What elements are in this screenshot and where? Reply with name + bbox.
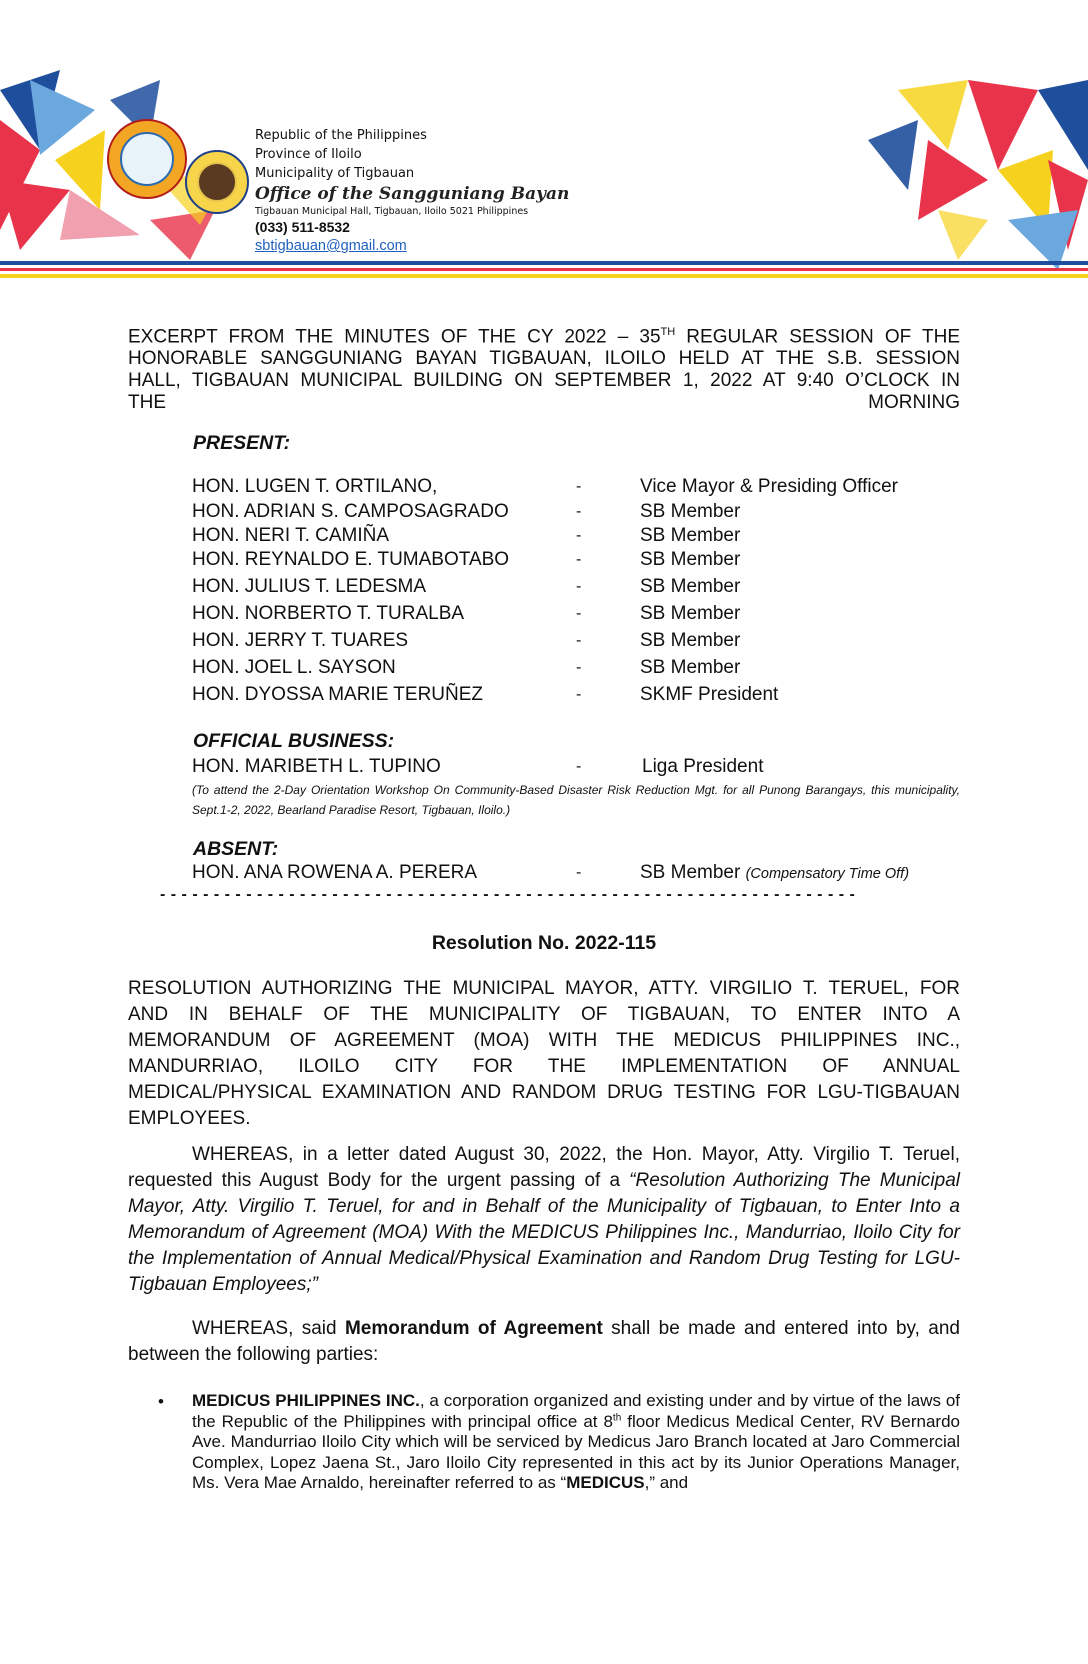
section-separator: - - - - - - - - - - - - - - - - - - - - - - - - - - - - - - - - - - - - - - - - - - - - - - - - - - - - - - - - - - - - - - - - - (160, 886, 856, 903)
attendee-name: HON. REYNALDO E. TUMABOTABO (192, 549, 510, 570)
resolution-number: Resolution No. 2022-115 (431, 932, 657, 954)
attendee-dash: - (576, 605, 582, 622)
absent-note: (Compensatory Time Off) (745, 866, 910, 882)
attendee-role: SB Member (640, 576, 741, 597)
letterhead-address: Tigbauan Municipal Hall, Tigbauan, Iloilo 5021 Philippines (255, 206, 529, 217)
attendee-name: HON. JOEL L. SAYSON (192, 657, 396, 678)
official-business-name: HON. MARIBETH L. TUPINO (192, 756, 441, 777)
attendee-dash: - (576, 551, 582, 568)
attendee-dash: - (576, 527, 582, 544)
attendee-name: HON. JERRY T. TUARES (192, 630, 409, 651)
letterhead-province: Province of Iloilo (255, 147, 362, 162)
letterhead-email-link[interactable]: sbtigbauan@gmail.com (255, 238, 407, 254)
attendee-name: HON. NERI T. CAMIÑA (192, 525, 390, 546)
header-stripe-red (0, 268, 1088, 271)
letterhead-decoration-right (838, 80, 1088, 270)
attendee-dash: - (576, 478, 582, 495)
attendee-name: HON. DYOSSA MARIE TERUÑEZ (192, 684, 484, 705)
attendee-name: HON. LUGEN T. ORTILANO, (192, 476, 438, 497)
sangguniang-bayan-seal-logo (185, 150, 249, 214)
attendee-role: SB Member (640, 603, 741, 624)
attendee-role: SB Member (640, 525, 741, 546)
letterhead-municipality: Municipality of Tigbauan (255, 166, 415, 181)
whereas-paragraph-2: WHEREAS, said Memorandum of Agreement shall be made and entered into by, and between the following parties: (128, 1318, 960, 1365)
attendee-dash: - (576, 578, 582, 595)
attendee-role: SKMF President (640, 684, 779, 705)
attendee-dash: - (576, 632, 582, 649)
absent-role: SB Member (Compensatory Time Off) (640, 862, 910, 883)
party-medicus-paragraph: MEDICUS PHILIPPINES INC., a corporation organized and existing under and by virtue of the laws of the Republic of the Philippines with principal office at 8th floor Medicus Medical Center, RV Bernardo Ave. Mandurriao Iloilo City which will be serviced by Medicus Jaro Branch located at Jaro Commercial Complex, Lopez Jaena St., Jaro Iloilo City represented in this act by its Junior Operations Manager, Ms. Vera Mae Arnaldo, hereinafter referred to as “MEDICUS,” and (192, 1391, 961, 1492)
attendee-dash: - (576, 503, 582, 520)
letterhead-phone: (033) 511-8532 (255, 219, 350, 235)
header-stripe-yellow (0, 274, 1088, 278)
header-stripe-blue (0, 261, 1088, 265)
letterhead-office: Office of the Sangguniang Bayan (255, 184, 570, 204)
attendee-dash: - (576, 686, 582, 703)
present-label: PRESENT: (193, 432, 291, 454)
absent-name: HON. ANA ROWENA A. PERERA (192, 862, 478, 883)
letterhead-country: Republic of the Philippines (255, 128, 427, 143)
absent-label: ABSENT: (193, 838, 279, 860)
official-business-role: Liga President (642, 756, 764, 777)
attendee-role: SB Member (640, 630, 741, 651)
official-business-note: (To attend the 2-Day Orientation Workshop On Community-Based Disaster Risk Reduction Mgt. for all Punong Barangays, this municipality, Sept.1-2, 2022, Bearland Paradise Resort, Tigbauan, Iloilo.) (192, 783, 960, 817)
municipality-seal-logo (107, 119, 187, 199)
attendee-role: SB Member (640, 549, 741, 570)
attendee-role: Vice Mayor & Presiding Officer (640, 476, 899, 497)
attendee-name: HON. NORBERTO T. TURALBA (192, 603, 465, 624)
official-business-dash: - (576, 758, 582, 775)
excerpt-heading: EXCERPT FROM THE MINUTES OF THE CY 2022 – 35TH REGULAR SESSION OF THE HONORABLE SANGGUNIANG BAYAN TIGBAUAN, ILOILO HELD AT THE S.B. SESSION HALL, TIGBAUAN MUNICIPAL BUILDING ON SEPTEMBER 1, 2022 AT 9:40 O’CLOCK IN THE MORNING (128, 326, 961, 414)
attendee-role: SB Member (640, 657, 741, 678)
party-bullet: • (158, 1392, 164, 1411)
official-business-label: OFFICIAL BUSINESS: (193, 730, 395, 752)
absent-dash: - (576, 864, 582, 881)
resolution-title: RESOLUTION AUTHORIZING THE MUNICIPAL MAYOR, ATTY. VIRGILIO T. TERUEL, FOR AND IN BEHALF OF THE MUNICIPALITY OF TIGBAUAN, TO ENTER INTO A MEMORANDUM OF AGREEMENT (MOA) WITH THE MEDICUS PHILIPPINES INC., MANDURRIAO, ILOILO CITY FOR THE IMPLEMENTATION OF ANNUAL MEDICAL/PHYSICAL EXAMINATION AND RANDOM DRUG TESTING FOR LGU-TIGBAUAN EMPLOYEES. (128, 978, 960, 1129)
attendee-name: HON. ADRIAN S. CAMPOSAGRADO (192, 501, 509, 522)
attendee-dash: - (576, 659, 582, 676)
attendee-role: SB Member (640, 501, 741, 522)
attendee-name: HON. JULIUS T. LEDESMA (192, 576, 427, 597)
whereas-paragraph-1: WHEREAS, in a letter dated August 30, 2022, the Hon. Mayor, Atty. Virgilio T. Teruel, requested this August Body for the urgent passing of a “Resolution Authorizing The Municipal Mayor, Atty. Virgilio T. Teruel, for and in Behalf of the Municipality of Tigbauan, to Enter Into a Memorandum of Agreement (MOA) With the MEDICUS Philippines Inc., Mandurriao, Iloilo City for the Implementation of Annual Medical/Physical Examination and Random Drug Testing for LGU-Tigbauan Employees;” (128, 1144, 960, 1295)
